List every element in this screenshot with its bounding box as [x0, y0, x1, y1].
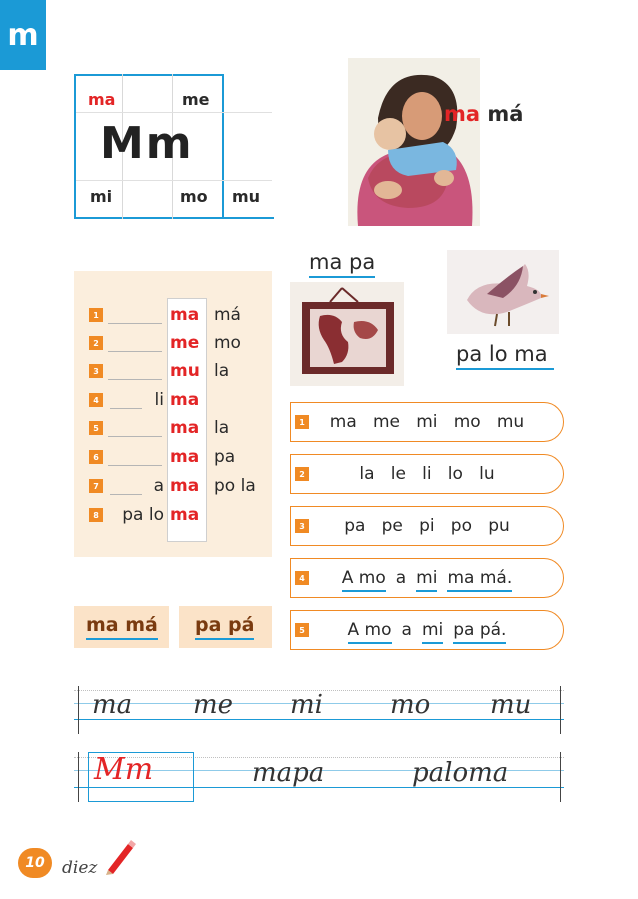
caption-mapa-text: ma pa: [309, 250, 375, 278]
reading-row: [290, 402, 564, 442]
exercise-number-badge: 1: [89, 308, 103, 322]
cursive-mi: mi: [290, 690, 323, 720]
grid-line: [76, 180, 272, 181]
cursive-mu: mu: [490, 690, 532, 720]
exercise-syllable: mu: [170, 361, 200, 381]
cursive-me: me: [193, 690, 234, 720]
margin-bar: [78, 686, 79, 734]
reading-row: [290, 558, 564, 598]
exercise-suffix: po la: [214, 476, 256, 496]
exercise-suffix: má: [214, 305, 241, 325]
cursive-mo: mo: [390, 690, 431, 720]
reading-number-badge: 4: [295, 571, 309, 585]
reading-word: mi: [422, 620, 443, 644]
header-word-part2: má: [487, 102, 524, 126]
exercise-number-badge: 6: [89, 450, 103, 464]
reading-text: la le li lo lu: [359, 464, 495, 484]
map-picture-illustration: [290, 282, 404, 386]
card-mama: [74, 606, 169, 648]
syllable-me: me: [182, 90, 210, 109]
exercise-syllable: ma: [170, 447, 200, 467]
exercise-prefix: li: [154, 390, 164, 410]
exercise-number-badge: 5: [89, 421, 103, 435]
page-number: 10: [25, 855, 45, 871]
syllable-mu: mu: [232, 187, 261, 206]
header-word: [444, 102, 523, 126]
cursive-mm: Mm: [94, 752, 154, 787]
fill-blank[interactable]: [108, 436, 162, 437]
big-letter-mm: Mm: [100, 118, 194, 169]
exercise-suffix: la: [214, 361, 230, 381]
reading-word: a: [395, 568, 407, 588]
chapter-tab: [0, 0, 46, 70]
exercise-suffix: mo: [214, 333, 241, 353]
exercise-syllable: me: [170, 333, 200, 353]
reading-row: [290, 506, 564, 546]
reading-word: a: [401, 620, 412, 640]
grid-line: [76, 112, 272, 113]
reading-number-badge: 3: [295, 519, 309, 533]
reading-word: mi: [416, 568, 437, 592]
exercise-syllable: ma: [170, 305, 200, 325]
reading-text: ma me mi mo mu: [329, 412, 525, 432]
reading-word: pa pá.: [453, 620, 506, 644]
reading-number-badge: 2: [295, 467, 309, 481]
syllable-ma: ma: [88, 90, 116, 109]
reading-word: ma má.: [447, 568, 512, 592]
exercise-suffix: pa: [214, 447, 236, 467]
exercise-number-badge: 2: [89, 336, 103, 350]
fill-blank[interactable]: [108, 323, 162, 324]
fill-blank[interactable]: [108, 465, 162, 466]
margin-bar: [560, 686, 561, 734]
card-papa-text: pa pá: [195, 614, 254, 640]
card-papa: [179, 606, 272, 648]
exercise-syllable: ma: [170, 476, 200, 496]
reading-row: [290, 454, 564, 494]
caption-paloma: [456, 342, 554, 370]
header-word-part1: ma: [444, 102, 481, 126]
fill-blank[interactable]: [108, 379, 162, 380]
exercise-syllable: ma: [170, 505, 200, 525]
caption-mapa: [309, 250, 375, 278]
exercise-prefix: pa lo: [122, 505, 164, 525]
reading-text: pa pe pi po pu: [344, 516, 510, 536]
syllable-mi: mi: [90, 187, 113, 206]
exercise-syllable: ma: [170, 390, 200, 410]
reading-number-badge: 1: [295, 415, 309, 429]
reading-word: A mo: [342, 568, 386, 592]
exercise-syllable: ma: [170, 418, 200, 438]
card-mama-text: ma má: [86, 614, 158, 640]
exercise-number-badge: 8: [89, 508, 103, 522]
reading-word: A mo: [348, 620, 392, 644]
page-word: diez: [62, 858, 98, 878]
cursive-ma: ma: [92, 690, 133, 720]
pencil-icon: [100, 836, 136, 876]
mother-child-illustration: [348, 58, 480, 226]
margin-bar: [560, 752, 561, 802]
cursive-paloma: paloma: [412, 758, 509, 788]
cursive-mapa: mapa: [252, 758, 325, 788]
syllable-mo: mo: [180, 187, 208, 206]
fill-blank[interactable]: [110, 494, 142, 495]
page-number-badge: [18, 848, 52, 878]
exercise-number-badge: 3: [89, 364, 103, 378]
reading-text: [291, 568, 563, 592]
reading-number-badge: 5: [295, 623, 309, 637]
exercise-number-badge: 4: [89, 393, 103, 407]
caption-paloma-text: pa lo ma: [456, 342, 554, 370]
chapter-letter: m: [7, 17, 39, 53]
margin-bar: [78, 752, 79, 802]
exercise-prefix: a: [153, 476, 164, 496]
dove-illustration: [447, 250, 559, 334]
reading-row: [290, 610, 564, 650]
fill-blank[interactable]: [108, 351, 162, 352]
reading-text: [291, 620, 563, 644]
fill-blank[interactable]: [110, 408, 142, 409]
exercise-suffix: la: [214, 418, 230, 438]
exercise-number-badge: 7: [89, 479, 103, 493]
